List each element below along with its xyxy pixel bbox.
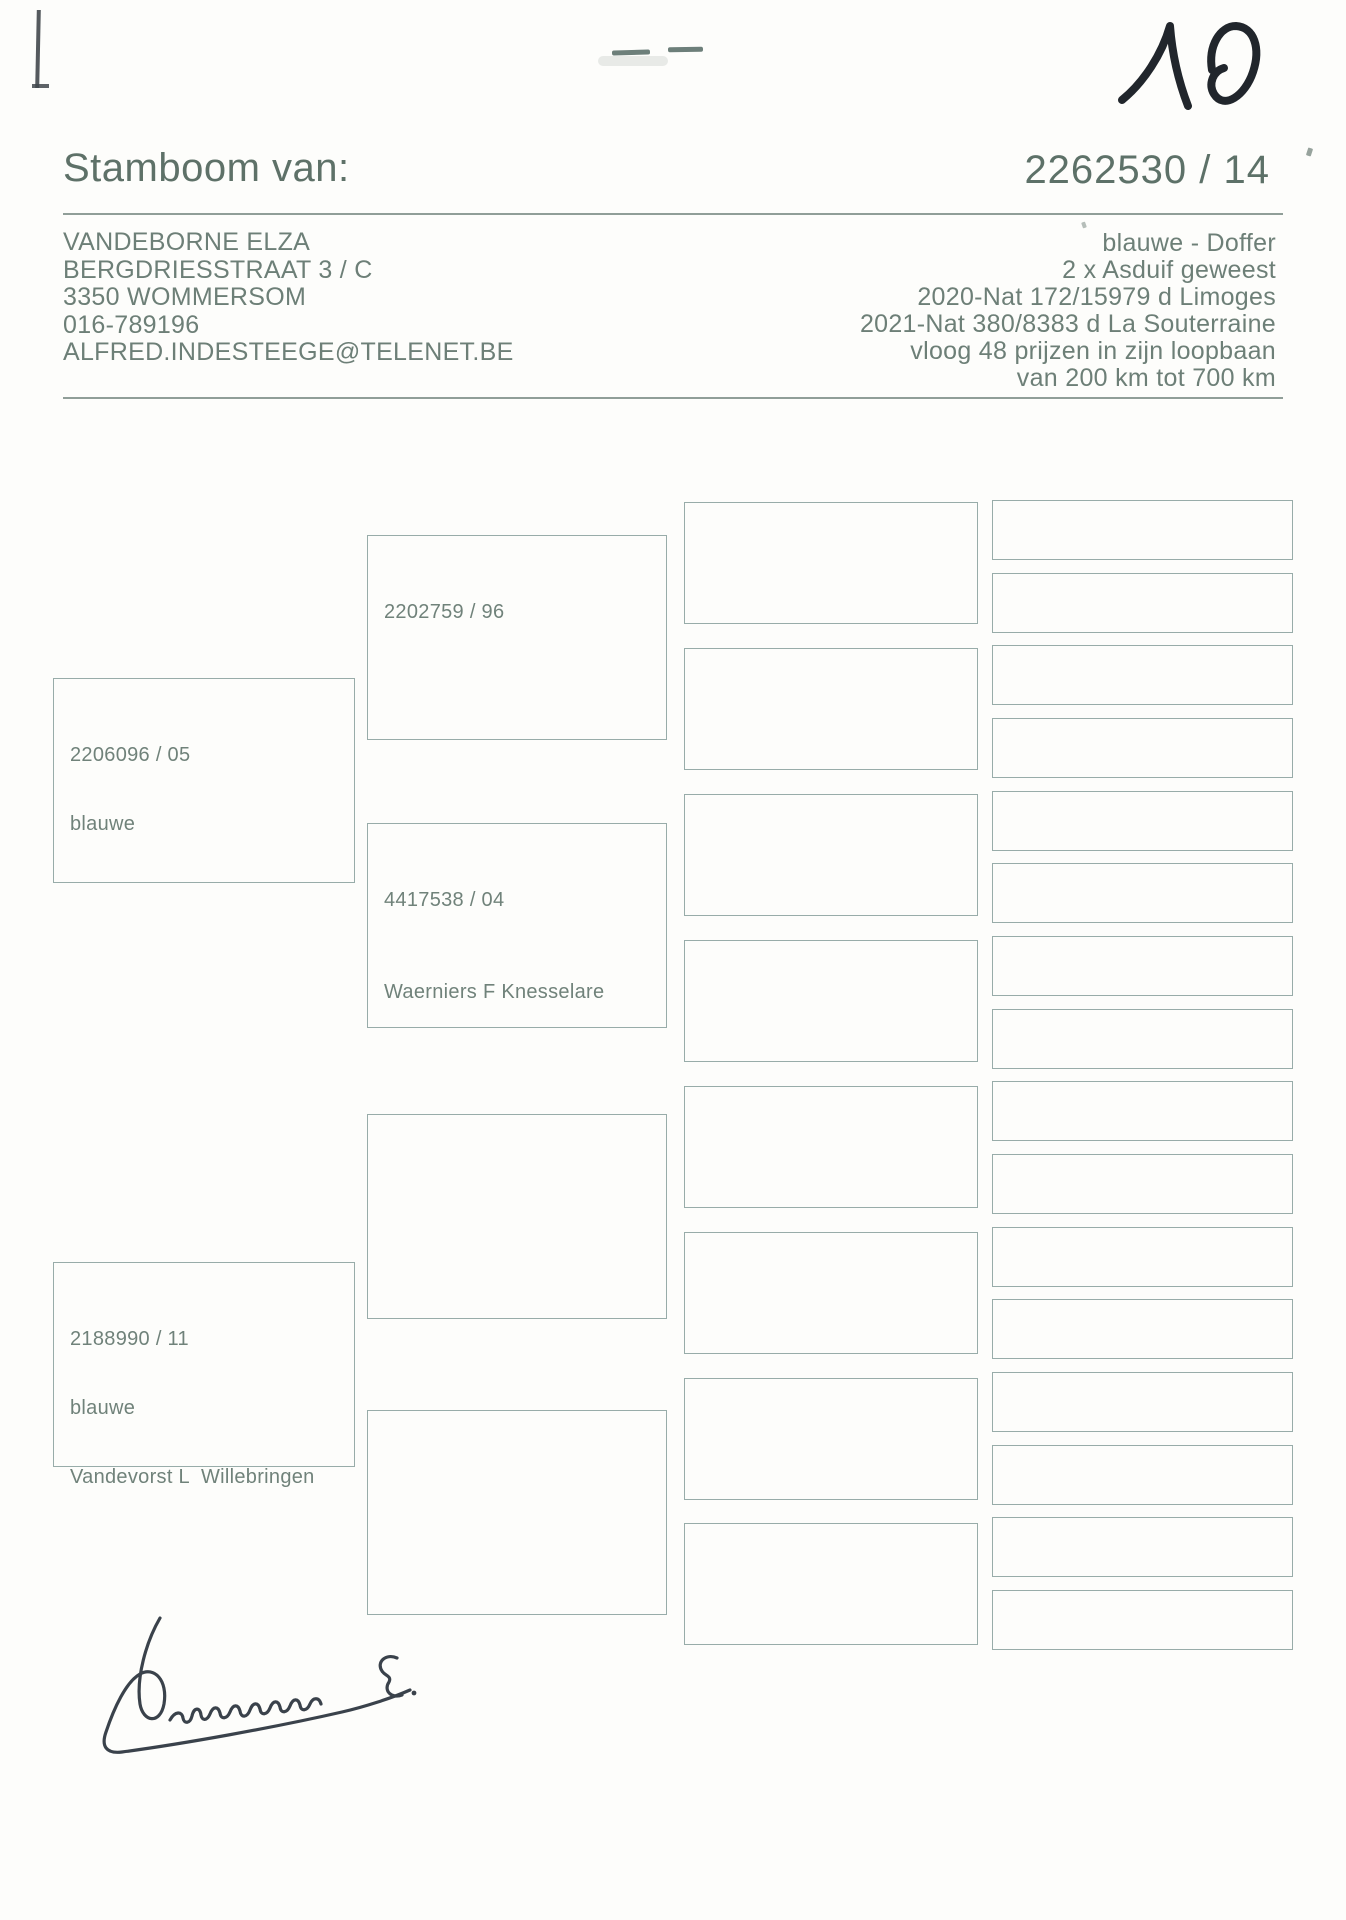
pedigree-box-g4-16: [992, 1590, 1293, 1650]
pedigree-box-g3-3: [684, 794, 978, 916]
scan-artifact-corner-line: [35, 10, 40, 88]
pedigree-box-g4-15: [992, 1517, 1293, 1577]
pigeon-color: blauwe: [70, 813, 136, 835]
pedigree-box-g1-dam: [53, 1262, 355, 1488]
scan-artifact-corner-foot: [32, 84, 49, 88]
info-divider-line: [63, 397, 1283, 399]
pedigree-box-g2-1: [367, 535, 667, 740]
owner-name: VANDEBORNE ELZA: [63, 228, 311, 256]
bird-info-block: [860, 230, 1276, 392]
ring-number: 2188990 / 11: [70, 1328, 189, 1350]
scan-artifact-dash: [612, 50, 650, 56]
breeder-name: Vandevorst L Willebringen: [70, 1466, 315, 1488]
pedigree-box-g2-2: [367, 823, 667, 1028]
pedigree-box-g1-sire: [53, 678, 355, 883]
handwritten-signature-icon: [92, 1606, 437, 1771]
pedigree-box-g4-13: [992, 1372, 1293, 1432]
pedigree-box-g3-7: [684, 1378, 978, 1500]
pedigree-box-g3-2: [684, 648, 978, 770]
bird-career: vloog 48 prijzen in zijn loopbaan: [910, 337, 1276, 365]
scan-artifact-speck: [1306, 147, 1313, 156]
breeder-name: Waerniers F Knesselare: [384, 981, 605, 1003]
scan-artifact-smudge: [598, 56, 668, 66]
pedigree-box-g4-9: [992, 1081, 1293, 1141]
pedigree-box-g4-7: [992, 936, 1293, 996]
handwritten-page-number-10-icon: [1112, 16, 1277, 124]
pedigree-box-g4-6: [992, 863, 1293, 923]
pedigree-box-g4-3: [992, 645, 1293, 705]
owner-email: ALFRED.INDESTEEGE@TELENET.BE: [63, 338, 514, 366]
bird-achievement: 2 x Asduif geweest: [1062, 256, 1276, 284]
scan-artifact-dash: [668, 47, 703, 53]
pedigree-box-g4-11: [992, 1227, 1293, 1287]
owner-city: 3350 WOMMERSOM: [63, 283, 307, 311]
pedigree-box-g2-3: [367, 1114, 667, 1319]
pedigree-box-g4-12: [992, 1299, 1293, 1359]
owner-address-block: [63, 229, 514, 367]
scan-artifact-speck: [1081, 221, 1087, 228]
pedigree-box-g3-1: [684, 502, 978, 624]
bird-result-2020: 2020-Nat 172/15979 d Limoges: [917, 283, 1276, 311]
pigeon-color: blauwe: [70, 1397, 136, 1419]
owner-street: BERGDRIESSTRAAT 3 / C: [63, 255, 373, 284]
header-divider-line: [63, 213, 1283, 215]
main-ring-number: 2262530 / 14: [1024, 148, 1270, 192]
pedigree-box-g2-4: [367, 1410, 667, 1615]
page-title: Stamboom van:: [63, 146, 350, 190]
pedigree-box-g4-10: [992, 1154, 1293, 1214]
bird-distance: van 200 km tot 700 km: [1016, 364, 1276, 392]
pedigree-box-g4-2: [992, 573, 1293, 633]
ring-number: 4417538 / 04: [384, 889, 505, 911]
owner-phone: 016-789196: [63, 310, 200, 339]
pedigree-box-g4-14: [992, 1445, 1293, 1505]
ring-number: 2202759 / 96: [384, 601, 505, 623]
pedigree-box-g3-5: [684, 1086, 978, 1208]
pedigree-box-g3-6: [684, 1232, 978, 1354]
pedigree-box-g4-8: [992, 1009, 1293, 1069]
pedigree-box-g4-1: [992, 500, 1293, 560]
pedigree-box-g3-4: [684, 940, 978, 1062]
pedigree-box-g3-8: [684, 1523, 978, 1645]
pedigree-box-g4-5: [992, 791, 1293, 851]
bird-color-sex: blauwe - Doffer: [1102, 229, 1276, 257]
ring-number: 2206096 / 05: [70, 744, 191, 766]
bird-result-2021: 2021-Nat 380/8383 d La Souterraine: [859, 310, 1276, 338]
pedigree-box-g4-4: [992, 718, 1293, 778]
